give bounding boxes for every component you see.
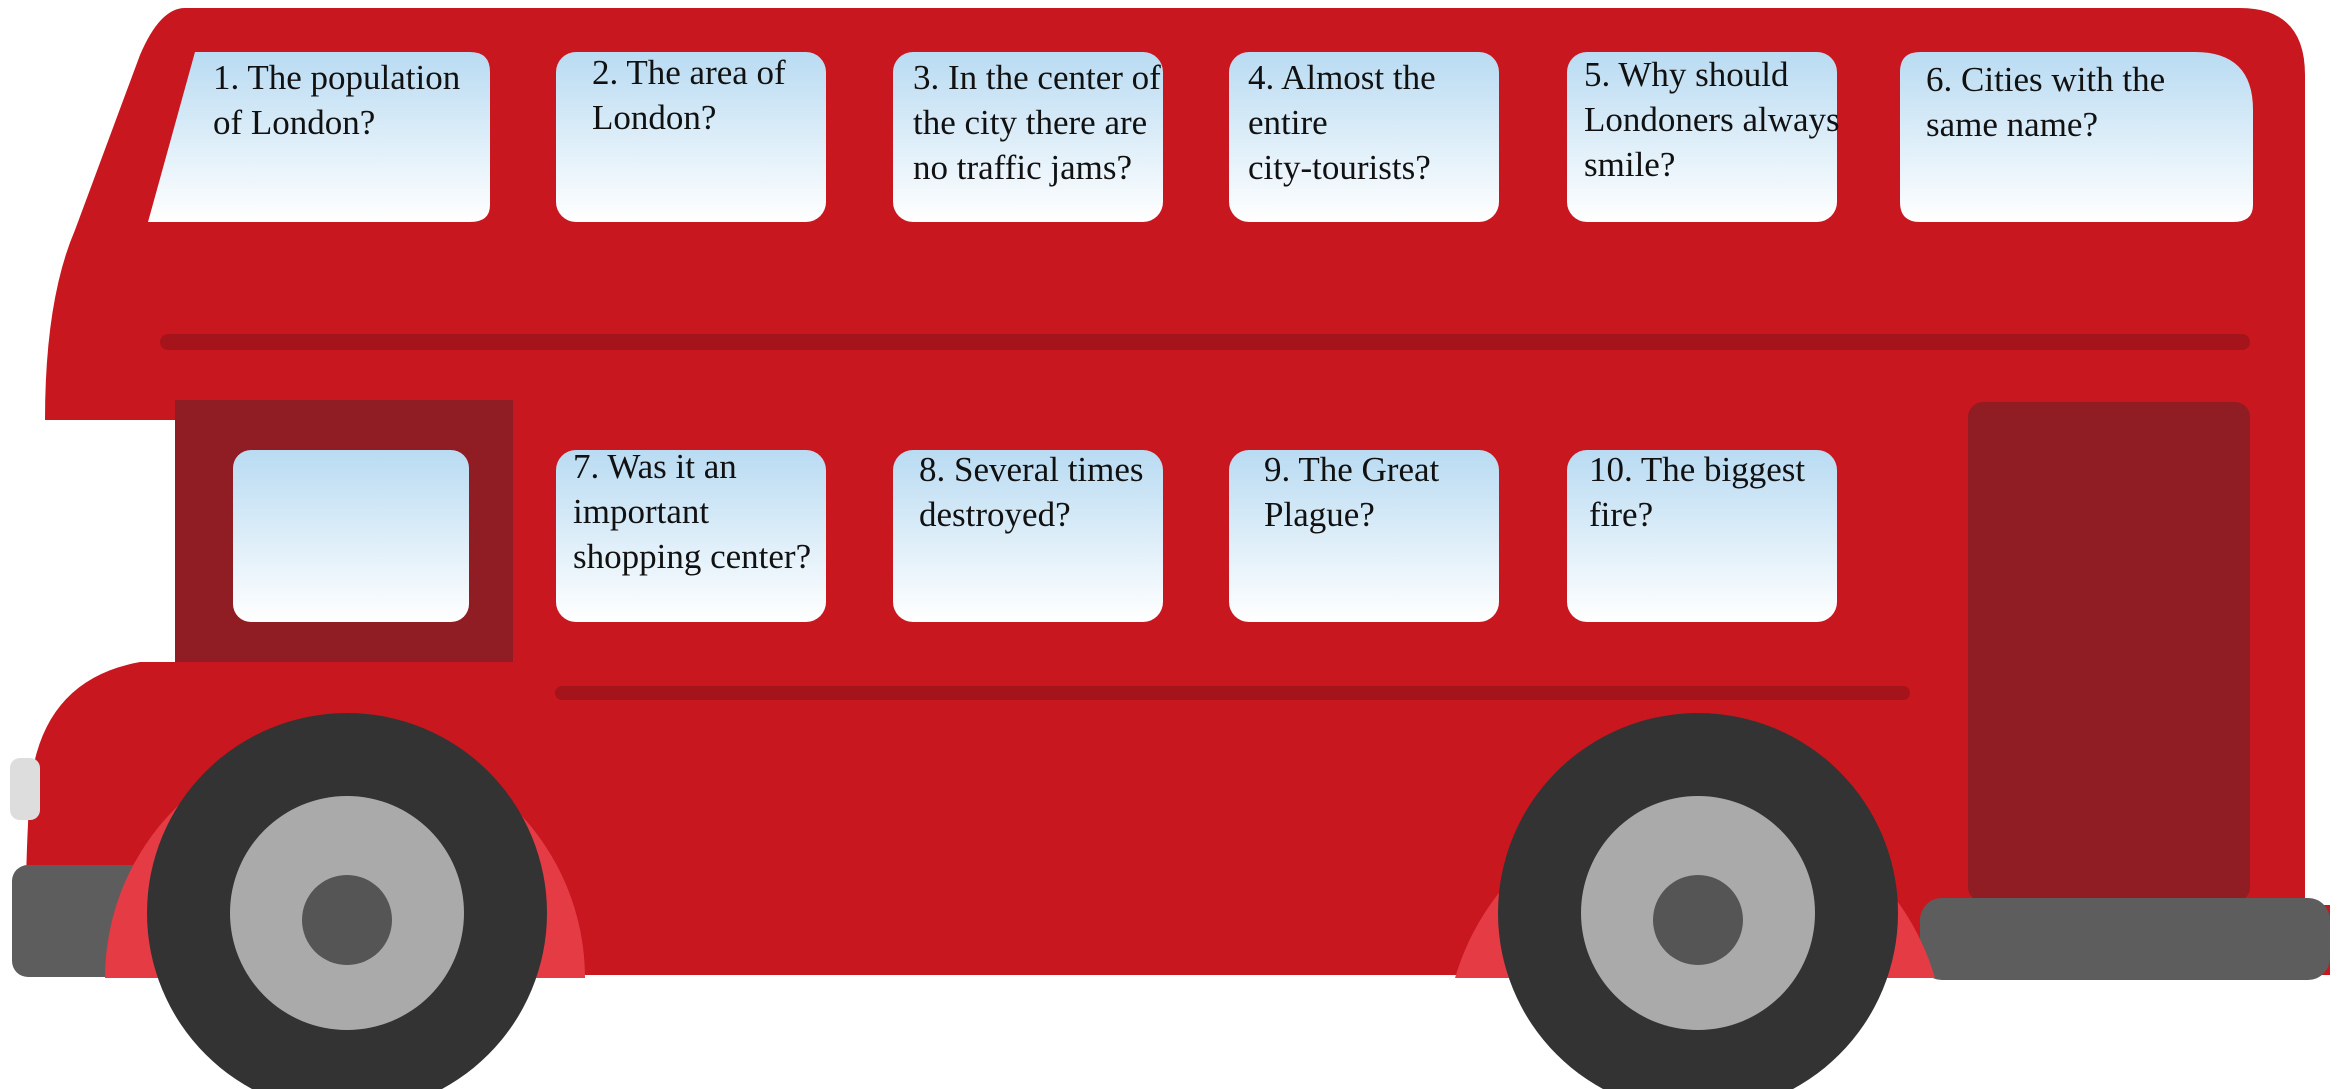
question-10-line-2: fire?: [1589, 495, 1654, 534]
question-10: [1589, 447, 1805, 537]
question-7-line-3: shopping center?: [573, 537, 812, 576]
question-2-line-2: London?: [592, 98, 717, 137]
driver-window: [233, 450, 469, 622]
upper-trim-line: [160, 334, 2250, 350]
rear-bumper: [1920, 898, 2330, 980]
question-9: [1264, 447, 1439, 537]
question-6-line-2: same name?: [1926, 105, 2098, 144]
rear-door: [1968, 402, 2250, 902]
question-5-line-1: 5. Why should: [1584, 55, 1789, 94]
question-4-line-2: entire: [1248, 103, 1328, 142]
question-1: [213, 55, 460, 145]
question-7: [573, 444, 811, 579]
question-9-line-1: 9. The Great: [1264, 450, 1440, 489]
question-3: [913, 55, 1161, 190]
question-8-line-1: 8. Several times: [919, 450, 1144, 489]
question-8: [919, 447, 1144, 537]
question-6-line-1: 6. Cities with the: [1926, 60, 2166, 99]
headlight: [10, 758, 40, 820]
question-4-line-1: 4. Almost the: [1248, 58, 1436, 97]
question-3-line-1: 3. In the center of: [913, 58, 1161, 97]
question-2-line-1: 2. The area of: [592, 53, 786, 92]
question-1-line-2: of London?: [213, 103, 376, 142]
question-1-line-1: 1. The population: [213, 58, 461, 97]
lower-trim-line: [555, 686, 1910, 700]
question-5: [1584, 52, 1840, 187]
question-5-line-3: smile?: [1584, 145, 1676, 184]
question-3-line-2: the city there are: [913, 103, 1148, 142]
question-3-line-3: no traffic jams?: [913, 148, 1132, 187]
question-4: [1248, 55, 1436, 190]
question-10-line-1: 10. The biggest: [1589, 450, 1806, 489]
question-7-line-2: important: [573, 492, 710, 531]
question-8-line-2: destroyed?: [919, 495, 1071, 534]
question-9-line-2: Plague?: [1264, 495, 1375, 534]
question-2: [592, 50, 786, 140]
question-7-line-1: 7. Was it an: [573, 447, 737, 486]
question-6: [1926, 57, 2165, 147]
question-5-line-2: Londoners always: [1584, 100, 1840, 139]
question-4-line-3: city-tourists?: [1248, 148, 1431, 187]
